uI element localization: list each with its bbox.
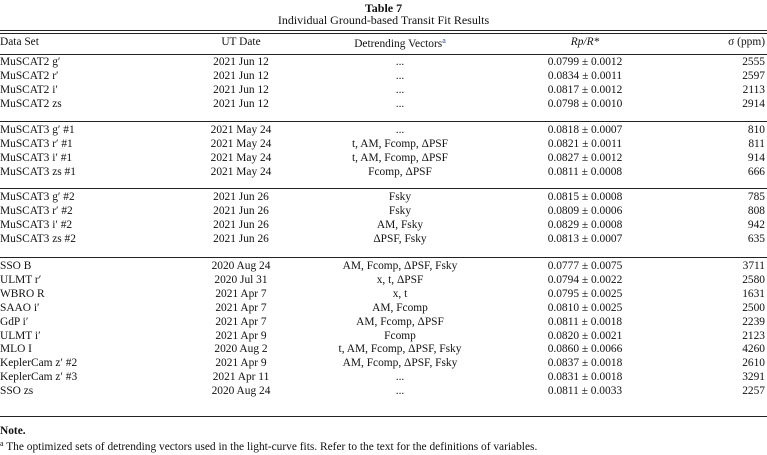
table-row (0, 275, 767, 289)
cell-detrending: ... (395, 371, 405, 384)
cell-dataset: MuSCAT2 i′ (0, 83, 58, 96)
cell-sigma: 914 (747, 151, 765, 164)
cell-dataset: SAAO i′ (0, 301, 40, 314)
table-row (0, 71, 767, 85)
cell-sigma: 3291 (742, 371, 765, 384)
table-row (0, 331, 767, 345)
cell-ut-date: 2021 Apr 9 (215, 357, 267, 370)
cell-radius-ratio: 0.0821 ± 0.0011 (547, 137, 623, 150)
cell-dataset: SSO zs (0, 385, 34, 398)
cell-radius-ratio: 0.0827 ± 0.0012 (547, 151, 623, 164)
cell-radius-ratio: 0.0818 ± 0.0007 (547, 124, 623, 136)
header-ut-date: UT Date (221, 36, 261, 48)
table-row (0, 99, 767, 113)
cell-sigma: 2580 (742, 273, 765, 286)
cell-sigma: 2123 (742, 329, 765, 342)
table-row (0, 192, 767, 206)
cell-radius-ratio: 0.0831 ± 0.0018 (547, 371, 623, 384)
cell-detrending: t, AM, Fcomp, ΔPSF (352, 137, 448, 150)
cell-sigma: 4260 (742, 343, 765, 356)
note-body: The optimized sets of detrending vectors used in the light-curve fits. Refer to the text for the definitions of variables. (6, 441, 538, 454)
cell-detrending: AM, Fsky (376, 218, 424, 231)
cell-radius-ratio: 0.0837 ± 0.0018 (547, 357, 623, 370)
cell-detrending: ΔPSF, Fsky (373, 232, 427, 245)
group-rule (0, 188, 767, 189)
cell-radius-ratio: 0.0799 ± 0.0012 (547, 56, 623, 68)
cell-dataset: MuSCAT3 i′ #2 (0, 218, 73, 231)
cell-sigma: 2555 (742, 56, 765, 68)
table-row (0, 289, 767, 303)
header-radius-ratio: Rp/R* (570, 36, 600, 48)
cell-ut-date: 2021 Apr 7 (215, 287, 267, 300)
cell-dataset: MuSCAT2 g′ (0, 56, 61, 68)
cell-detrending: ... (395, 124, 405, 136)
cell-sigma: 2597 (742, 69, 765, 82)
cell-radius-ratio: 0.0794 ± 0.0022 (547, 273, 623, 286)
cell-dataset: SSO B (0, 260, 32, 272)
cell-ut-date: 2021 May 24 (210, 165, 272, 178)
cell-detrending: x, t, ΔPSF (376, 273, 424, 286)
cell-sigma: 808 (747, 204, 765, 217)
cell-sigma: 2610 (742, 357, 765, 370)
cell-detrending: AM, Fcomp, ΔPSF, Fsky (342, 357, 458, 370)
note-title: Note. (0, 425, 26, 437)
cell-ut-date: 2021 May 24 (210, 151, 272, 164)
cell-ut-date: 2021 Jun 12 (213, 83, 269, 96)
header-rule (0, 54, 767, 55)
cell-dataset: MuSCAT3 g′ #1 (0, 124, 75, 136)
table-row (0, 57, 767, 71)
header-dataset: Data Set (0, 36, 39, 48)
cell-radius-ratio: 0.0811 ± 0.0033 (547, 385, 623, 398)
group-rule (0, 121, 767, 122)
cell-sigma: 811 (748, 137, 765, 150)
cell-ut-date: 2021 Jun 12 (213, 97, 269, 110)
cell-dataset: GdP i′ (0, 315, 29, 328)
cell-radius-ratio: 0.0795 ± 0.0025 (547, 287, 623, 300)
cell-dataset: MLO I (0, 343, 32, 356)
table-row (0, 261, 767, 275)
cell-radius-ratio: 0.0820 ± 0.0021 (547, 329, 623, 342)
cell-radius-ratio: 0.0860 ± 0.0066 (547, 343, 623, 356)
cell-sigma: 2257 (742, 385, 765, 398)
cell-ut-date: 2021 May 24 (210, 137, 272, 150)
cell-sigma: 810 (747, 124, 765, 136)
table-row (0, 125, 767, 139)
table-row (0, 386, 767, 400)
cell-dataset: WBRO R (0, 287, 45, 300)
cell-radius-ratio: 0.0777 ± 0.0075 (547, 260, 623, 272)
top-rule-inner (0, 33, 767, 34)
cell-sigma: 2113 (742, 83, 765, 96)
bottom-rule (0, 416, 767, 417)
cell-ut-date: 2021 Apr 11 (212, 371, 270, 384)
table-row (0, 358, 767, 372)
cell-sigma: 942 (747, 218, 765, 231)
cell-detrending: Fsky (388, 191, 412, 203)
cell-ut-date: 2021 Apr 9 (215, 329, 267, 342)
cell-detrending: Fsky (388, 204, 412, 217)
table-row (0, 167, 767, 181)
table-row (0, 372, 767, 386)
cell-dataset: MuSCAT3 r′ #1 (0, 137, 73, 150)
cell-detrending: AM, Fcomp, ΔPSF, Fsky (342, 260, 458, 272)
cell-ut-date: 2020 Aug 2 (214, 343, 268, 356)
cell-dataset: KeplerCam z′ #2 (0, 357, 78, 370)
table-row (0, 139, 767, 153)
cell-radius-ratio: 0.0834 ± 0.0011 (547, 69, 623, 82)
cell-ut-date: 2020 Aug 24 (211, 260, 271, 272)
cell-dataset: KeplerCam z′ #3 (0, 371, 78, 384)
cell-radius-ratio: 0.0811 ± 0.0008 (547, 165, 623, 178)
cell-ut-date: 2020 Aug 24 (211, 385, 271, 398)
cell-detrending: AM, Fcomp (372, 301, 428, 314)
cell-dataset: MuSCAT2 zs (0, 97, 62, 110)
cell-ut-date: 2021 Jun 12 (213, 69, 269, 82)
note-marker: a (0, 439, 4, 449)
cell-dataset: MuSCAT3 g′ #2 (0, 191, 75, 203)
cell-detrending: ... (395, 83, 405, 96)
header-detrending-text: Detrending Vectors (354, 38, 443, 50)
cell-sigma: 2914 (742, 97, 765, 110)
cell-ut-date: 2020 Jul 31 (214, 273, 268, 286)
cell-ut-date: 2021 Jun 26 (213, 232, 269, 245)
cell-radius-ratio: 0.0798 ± 0.0010 (547, 97, 623, 110)
group-rule (0, 257, 767, 258)
cell-detrending: AM, Fcomp, ΔPSF (356, 315, 444, 328)
cell-radius-ratio: 0.0809 ± 0.0006 (547, 204, 623, 217)
table-title: Individual Ground-based Transit Fit Results (277, 13, 490, 27)
header-detrending-footnote[interactable]: a (442, 36, 446, 45)
cell-ut-date: 2021 Jun 12 (213, 56, 269, 68)
table-notes (0, 426, 767, 454)
cell-ut-date: 2021 Jun 26 (213, 218, 269, 231)
cell-ut-date: 2021 Apr 7 (215, 301, 267, 314)
cell-dataset: MuSCAT3 zs #1 (0, 165, 76, 178)
cell-dataset: ULMT r′ (0, 273, 42, 286)
table-row (0, 317, 767, 331)
table-row (0, 220, 767, 234)
note-text (0, 440, 767, 453)
cell-sigma: 1631 (742, 287, 765, 300)
cell-radius-ratio: 0.0817 ± 0.0012 (547, 83, 623, 96)
cell-detrending: t, AM, Fcomp, ΔPSF, Fsky (338, 343, 462, 356)
cell-sigma: 635 (747, 232, 765, 245)
cell-sigma: 666 (747, 165, 765, 178)
cell-radius-ratio: 0.0813 ± 0.0007 (547, 232, 623, 245)
cell-dataset: MuSCAT3 r′ #2 (0, 204, 73, 217)
cell-detrending: ... (395, 69, 405, 82)
table-row (0, 85, 767, 99)
table-row (0, 303, 767, 317)
cell-detrending: Fcomp, ΔPSF (368, 165, 432, 178)
cell-dataset: MuSCAT3 zs #2 (0, 232, 76, 245)
cell-dataset: MuSCAT2 r′ (0, 69, 59, 82)
cell-ut-date: 2021 Jun 26 (213, 191, 269, 203)
cell-ut-date: 2021 Apr 7 (215, 315, 267, 328)
table-row (0, 344, 767, 358)
cell-sigma: 3711 (742, 260, 765, 272)
cell-detrending: ... (395, 385, 405, 398)
cell-detrending: ... (395, 97, 405, 110)
table-row (0, 234, 767, 248)
header-detrending (300, 37, 500, 50)
cell-dataset: MuSCAT3 i′ #1 (0, 151, 73, 164)
cell-radius-ratio: 0.0829 ± 0.0008 (547, 218, 623, 231)
top-rule (0, 30, 767, 31)
cell-ut-date: 2021 Jun 26 (213, 204, 269, 217)
cell-ut-date: 2021 May 24 (210, 124, 272, 136)
cell-radius-ratio: 0.0815 ± 0.0008 (547, 191, 623, 203)
cell-detrending: Fcomp (384, 329, 416, 342)
cell-sigma: 2239 (742, 315, 765, 328)
cell-sigma: 2500 (742, 301, 765, 314)
cell-radius-ratio: 0.0811 ± 0.0018 (547, 315, 623, 328)
table-label: Table 7 (364, 1, 403, 15)
header-sigma: σ (ppm) (728, 36, 765, 48)
cell-sigma: 785 (747, 191, 765, 203)
table-row (0, 206, 767, 220)
cell-detrending: t, AM, Fcomp, ΔPSF (352, 151, 448, 164)
cell-detrending: ... (395, 56, 405, 68)
table-row (0, 153, 767, 167)
cell-detrending: x, t (392, 287, 408, 300)
cell-dataset: ULMT i′ (0, 329, 41, 342)
cell-radius-ratio: 0.0810 ± 0.0025 (547, 301, 623, 314)
table-header (0, 37, 767, 51)
